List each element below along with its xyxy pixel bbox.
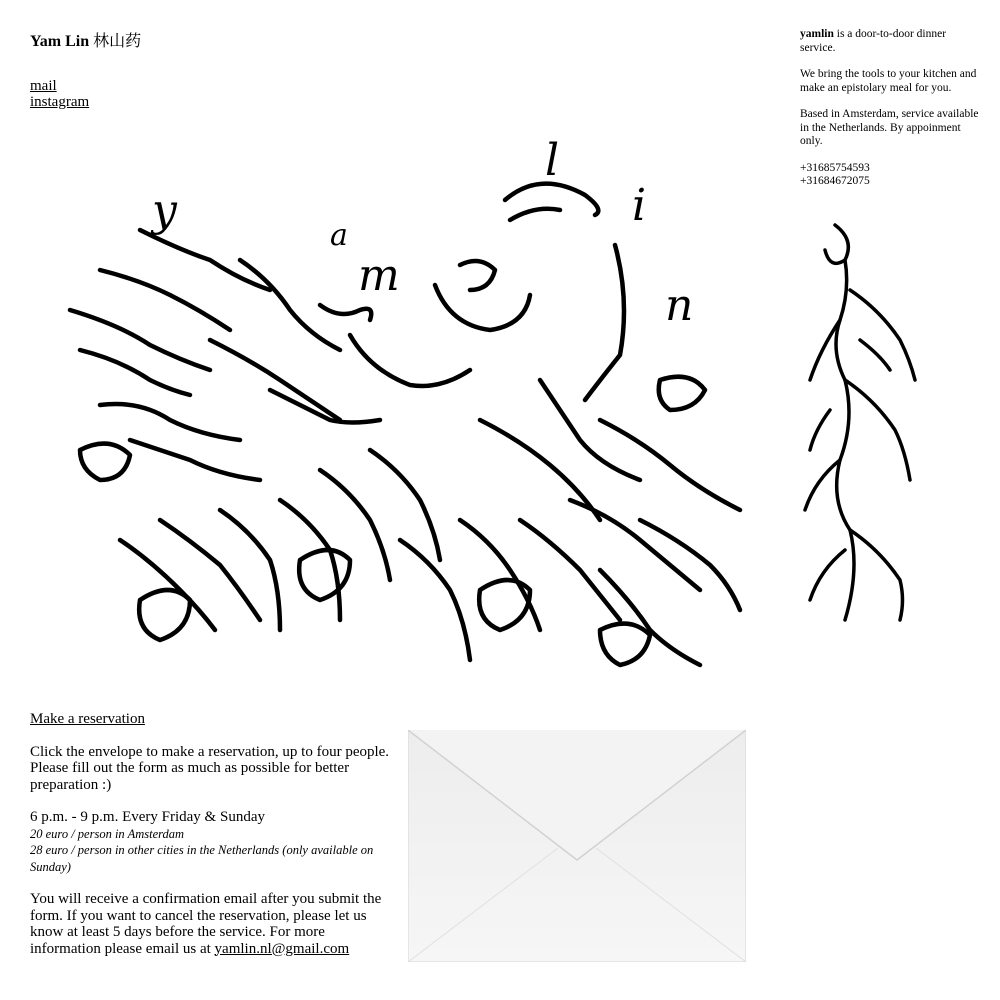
about-phones bbox=[800, 162, 980, 189]
mail-link[interactable]: mail bbox=[30, 78, 57, 94]
price-amsterdam: 20 euro / person in Amsterdam bbox=[30, 826, 185, 841]
price-netherlands: 28 euro / person in other cities in the Netherlands (only available on Sunday) bbox=[30, 843, 374, 874]
letter-a: a bbox=[330, 218, 348, 253]
about-name: yamlin bbox=[800, 28, 834, 40]
site-brand bbox=[30, 28, 141, 51]
brand-chinese-name: 林山药 bbox=[93, 33, 142, 50]
confirmation-text: You will receive a confirmation email after you submit the form. If you want to cancel the reservation, please let us know at least 5 days before the service. For more information please email us at bbox=[30, 891, 382, 957]
service-hours-block bbox=[30, 809, 390, 875]
service-hours: 6 p.m. - 9 p.m. Every Friday & Sunday bbox=[30, 809, 265, 825]
letter-l: l bbox=[545, 135, 560, 186]
about-panel bbox=[800, 28, 980, 202]
reservation-section bbox=[30, 711, 390, 973]
phone-number: +31685754593 bbox=[800, 161, 870, 174]
about-location: Based in Amsterdam, service available in the Netherlands. By appoinment only. bbox=[800, 108, 979, 147]
side-ink-illustration bbox=[800, 220, 925, 630]
illustration-letters bbox=[150, 135, 693, 331]
letter-y: y bbox=[152, 185, 177, 236]
about-intro bbox=[800, 28, 980, 55]
brand-name: Yam Lin bbox=[30, 33, 90, 50]
yamlin-ink-illustration bbox=[40, 120, 760, 690]
contact-links bbox=[30, 78, 89, 110]
envelope-icon[interactable] bbox=[408, 730, 746, 962]
letter-m: m bbox=[358, 250, 400, 301]
about-service: We bring the tools to your kitchen and make an epistolary meal for you. bbox=[800, 68, 977, 94]
confirmation-info bbox=[30, 891, 390, 957]
letter-i: i bbox=[632, 180, 647, 231]
email-link[interactable]: yamlin.nl@gmail.com bbox=[214, 940, 350, 957]
phone-number: +31684672075 bbox=[800, 175, 870, 187]
make-reservation-link[interactable]: Make a reservation bbox=[30, 711, 145, 727]
letter-n: n bbox=[665, 280, 694, 331]
about-intro-text: is a door-to-door dinner service. bbox=[800, 28, 947, 54]
reservation-intro: Click the envelope to make a reservation, up to four people. Please fill out the form as much as possible for better preparation :) bbox=[30, 743, 390, 793]
instagram-link[interactable]: instagram bbox=[30, 94, 90, 110]
